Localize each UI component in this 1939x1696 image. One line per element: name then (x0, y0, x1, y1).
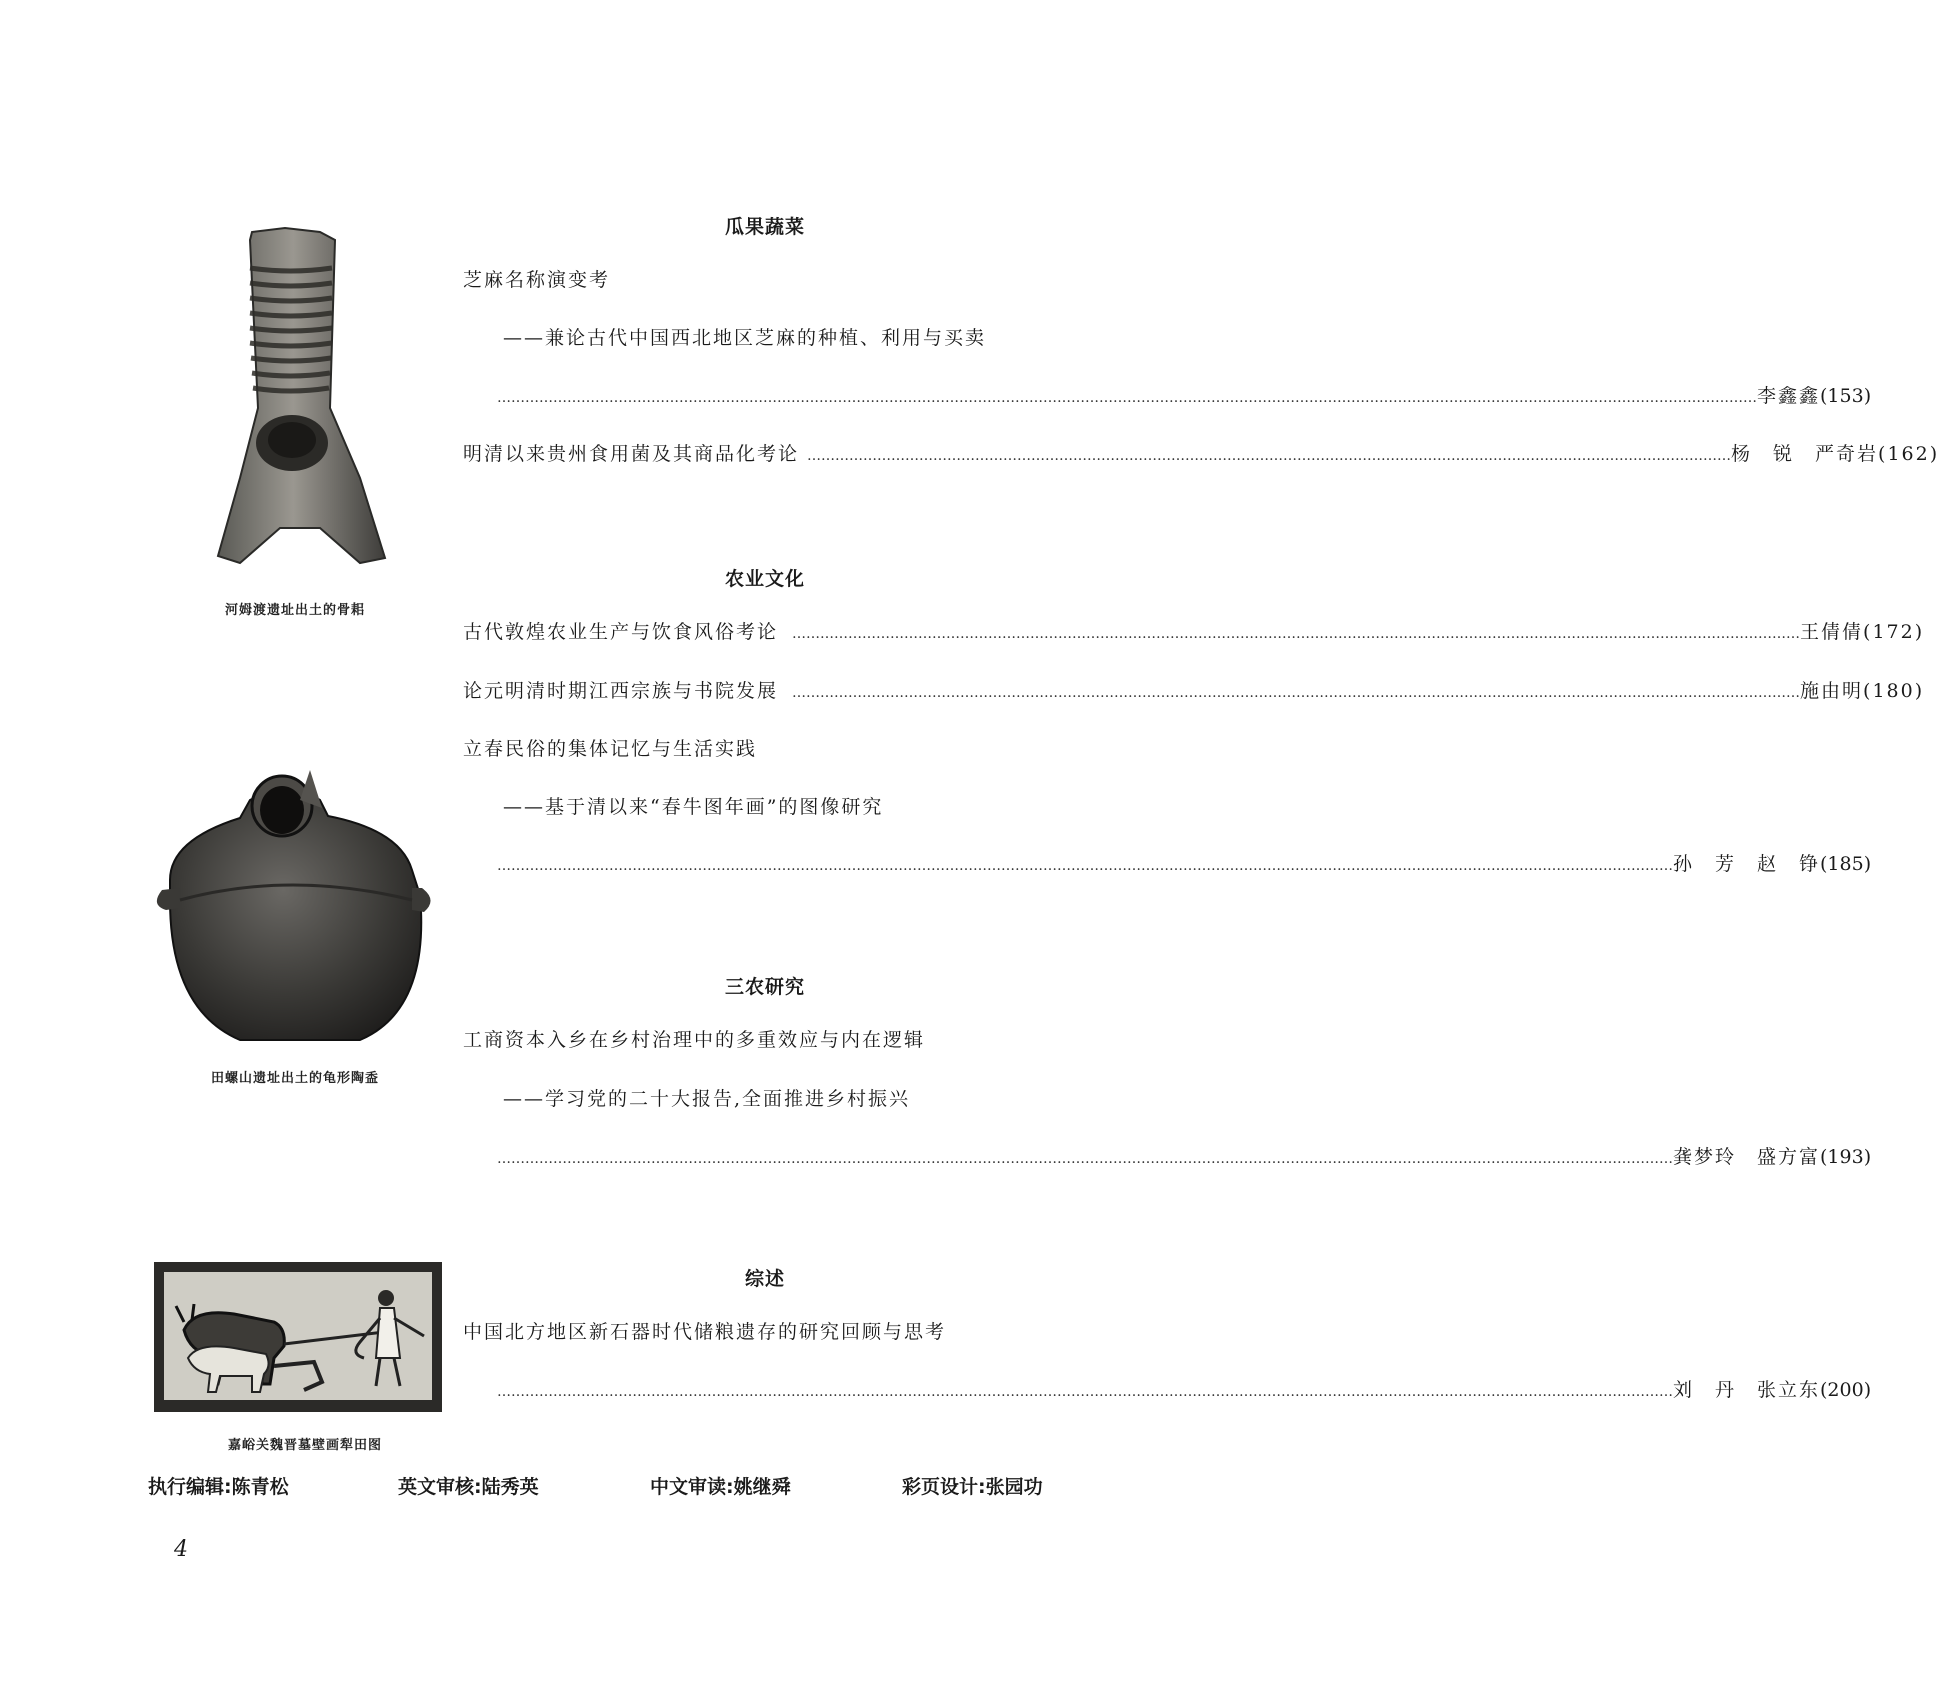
leader-dots: ………………………………………………………………………………………………………………………………………………………………………… …… (807, 446, 1731, 466)
article-title: 古代敦煌农业生产与饮食风俗考论 (463, 621, 779, 643)
leader-dots: ………………………………………………………………………………………………………………………………………………………………………… …………………………………………………… (497, 856, 1673, 876)
page-ref: (172) (1863, 621, 1925, 643)
section-heading: 农业文化 (724, 568, 805, 590)
article-title: 工商资本入乡在乡村治理中的多重效应与内在逻辑 (463, 1029, 926, 1051)
article-title: 立春民俗的集体记忆与生活实践 (463, 738, 758, 760)
article-title: 中国北方地区新石器时代储粮遗存的研究回顾与思考 (463, 1321, 947, 1343)
mural-plough-photo (154, 1262, 442, 1412)
page-ref: (185) (1820, 853, 1872, 875)
page-ref: (153) (1820, 385, 1872, 407)
toc-entry (463, 679, 1925, 703)
toc-entry (463, 620, 1925, 644)
page-ref: (162) (1878, 443, 1939, 465)
staff-credit: 执行编辑:陈青松 (148, 1476, 289, 1498)
page-ref: (180) (1863, 680, 1925, 702)
staff-credit: 英文审核:陆秀英 (398, 1476, 539, 1498)
figure-caption: 嘉峪关魏晋墓壁画犁田图 (227, 1438, 382, 1453)
article-subtitle: ——基于清以来“春牛图年画”的图像研究 (503, 796, 884, 818)
article-title: 芝麻名称演变考 (463, 269, 611, 291)
page-ref: (193) (1820, 1146, 1872, 1168)
article-authors: 龚梦玲 盛方富 (1673, 1146, 1821, 1168)
staff-credit: 中文审读:姚继舜 (650, 1476, 791, 1498)
article-authors: 施由明 (1800, 680, 1864, 702)
article-title: 明清以来贵州食用菌及其商品化考论 (463, 443, 800, 465)
section-heading: 综述 (744, 1268, 785, 1290)
page-number: 4 (174, 1537, 188, 1562)
article-title: 论元明清时期江西宗族与书院发展 (463, 680, 779, 702)
article-authors: 刘 丹 张立东 (1673, 1379, 1821, 1401)
toc-entry (463, 442, 1939, 466)
article-authors: 孙 芳 赵 铮 (1673, 853, 1821, 875)
figure-caption: 田螺山遗址出土的龟形陶盉 (210, 1071, 379, 1086)
article-authors: 王倩倩 (1800, 621, 1864, 643)
turtle-pot-photo (150, 760, 435, 1045)
leader-dots: ………………………………………………………………………………………………………………………………………………………………………… …………………… (792, 624, 1800, 644)
toc-entry-byline (497, 1378, 1872, 1402)
leader-dots: ………………………………………………………………………………………………………………………………………………………………………… …………………………………………………………………… (497, 388, 1757, 408)
leader-dots: ………………………………………………………………………………………………………………………………………………………………………… …………………………………………………… (497, 1149, 1673, 1169)
figure-caption: 河姆渡遗址出土的骨耜 (224, 603, 365, 618)
toc-entry-byline (497, 384, 1872, 408)
staff-credit: 彩页设计:张园功 (902, 1476, 1043, 1498)
article-subtitle: ——学习党的二十大报告,全面推进乡村振兴 (503, 1088, 911, 1110)
toc-entry-byline (497, 852, 1872, 876)
article-subtitle: ——兼论古代中国西北地区芝麻的种植、利用与买卖 (503, 327, 987, 349)
article-authors: 杨 锐 严奇岩 (1731, 443, 1879, 465)
leader-dots: ………………………………………………………………………………………………………………………………………………………………………… …………………… (792, 683, 1800, 703)
leader-dots: ………………………………………………………………………………………………………………………………………………………………………… …………………………………………………… (497, 1382, 1673, 1402)
page-ref: (200) (1820, 1379, 1872, 1401)
toc-entry-byline (497, 1145, 1872, 1169)
bone-spade-photo (210, 228, 410, 573)
article-authors: 李鑫鑫 (1757, 385, 1821, 407)
section-heading: 三农研究 (724, 976, 805, 998)
section-heading: 瓜果蔬菜 (724, 216, 805, 238)
